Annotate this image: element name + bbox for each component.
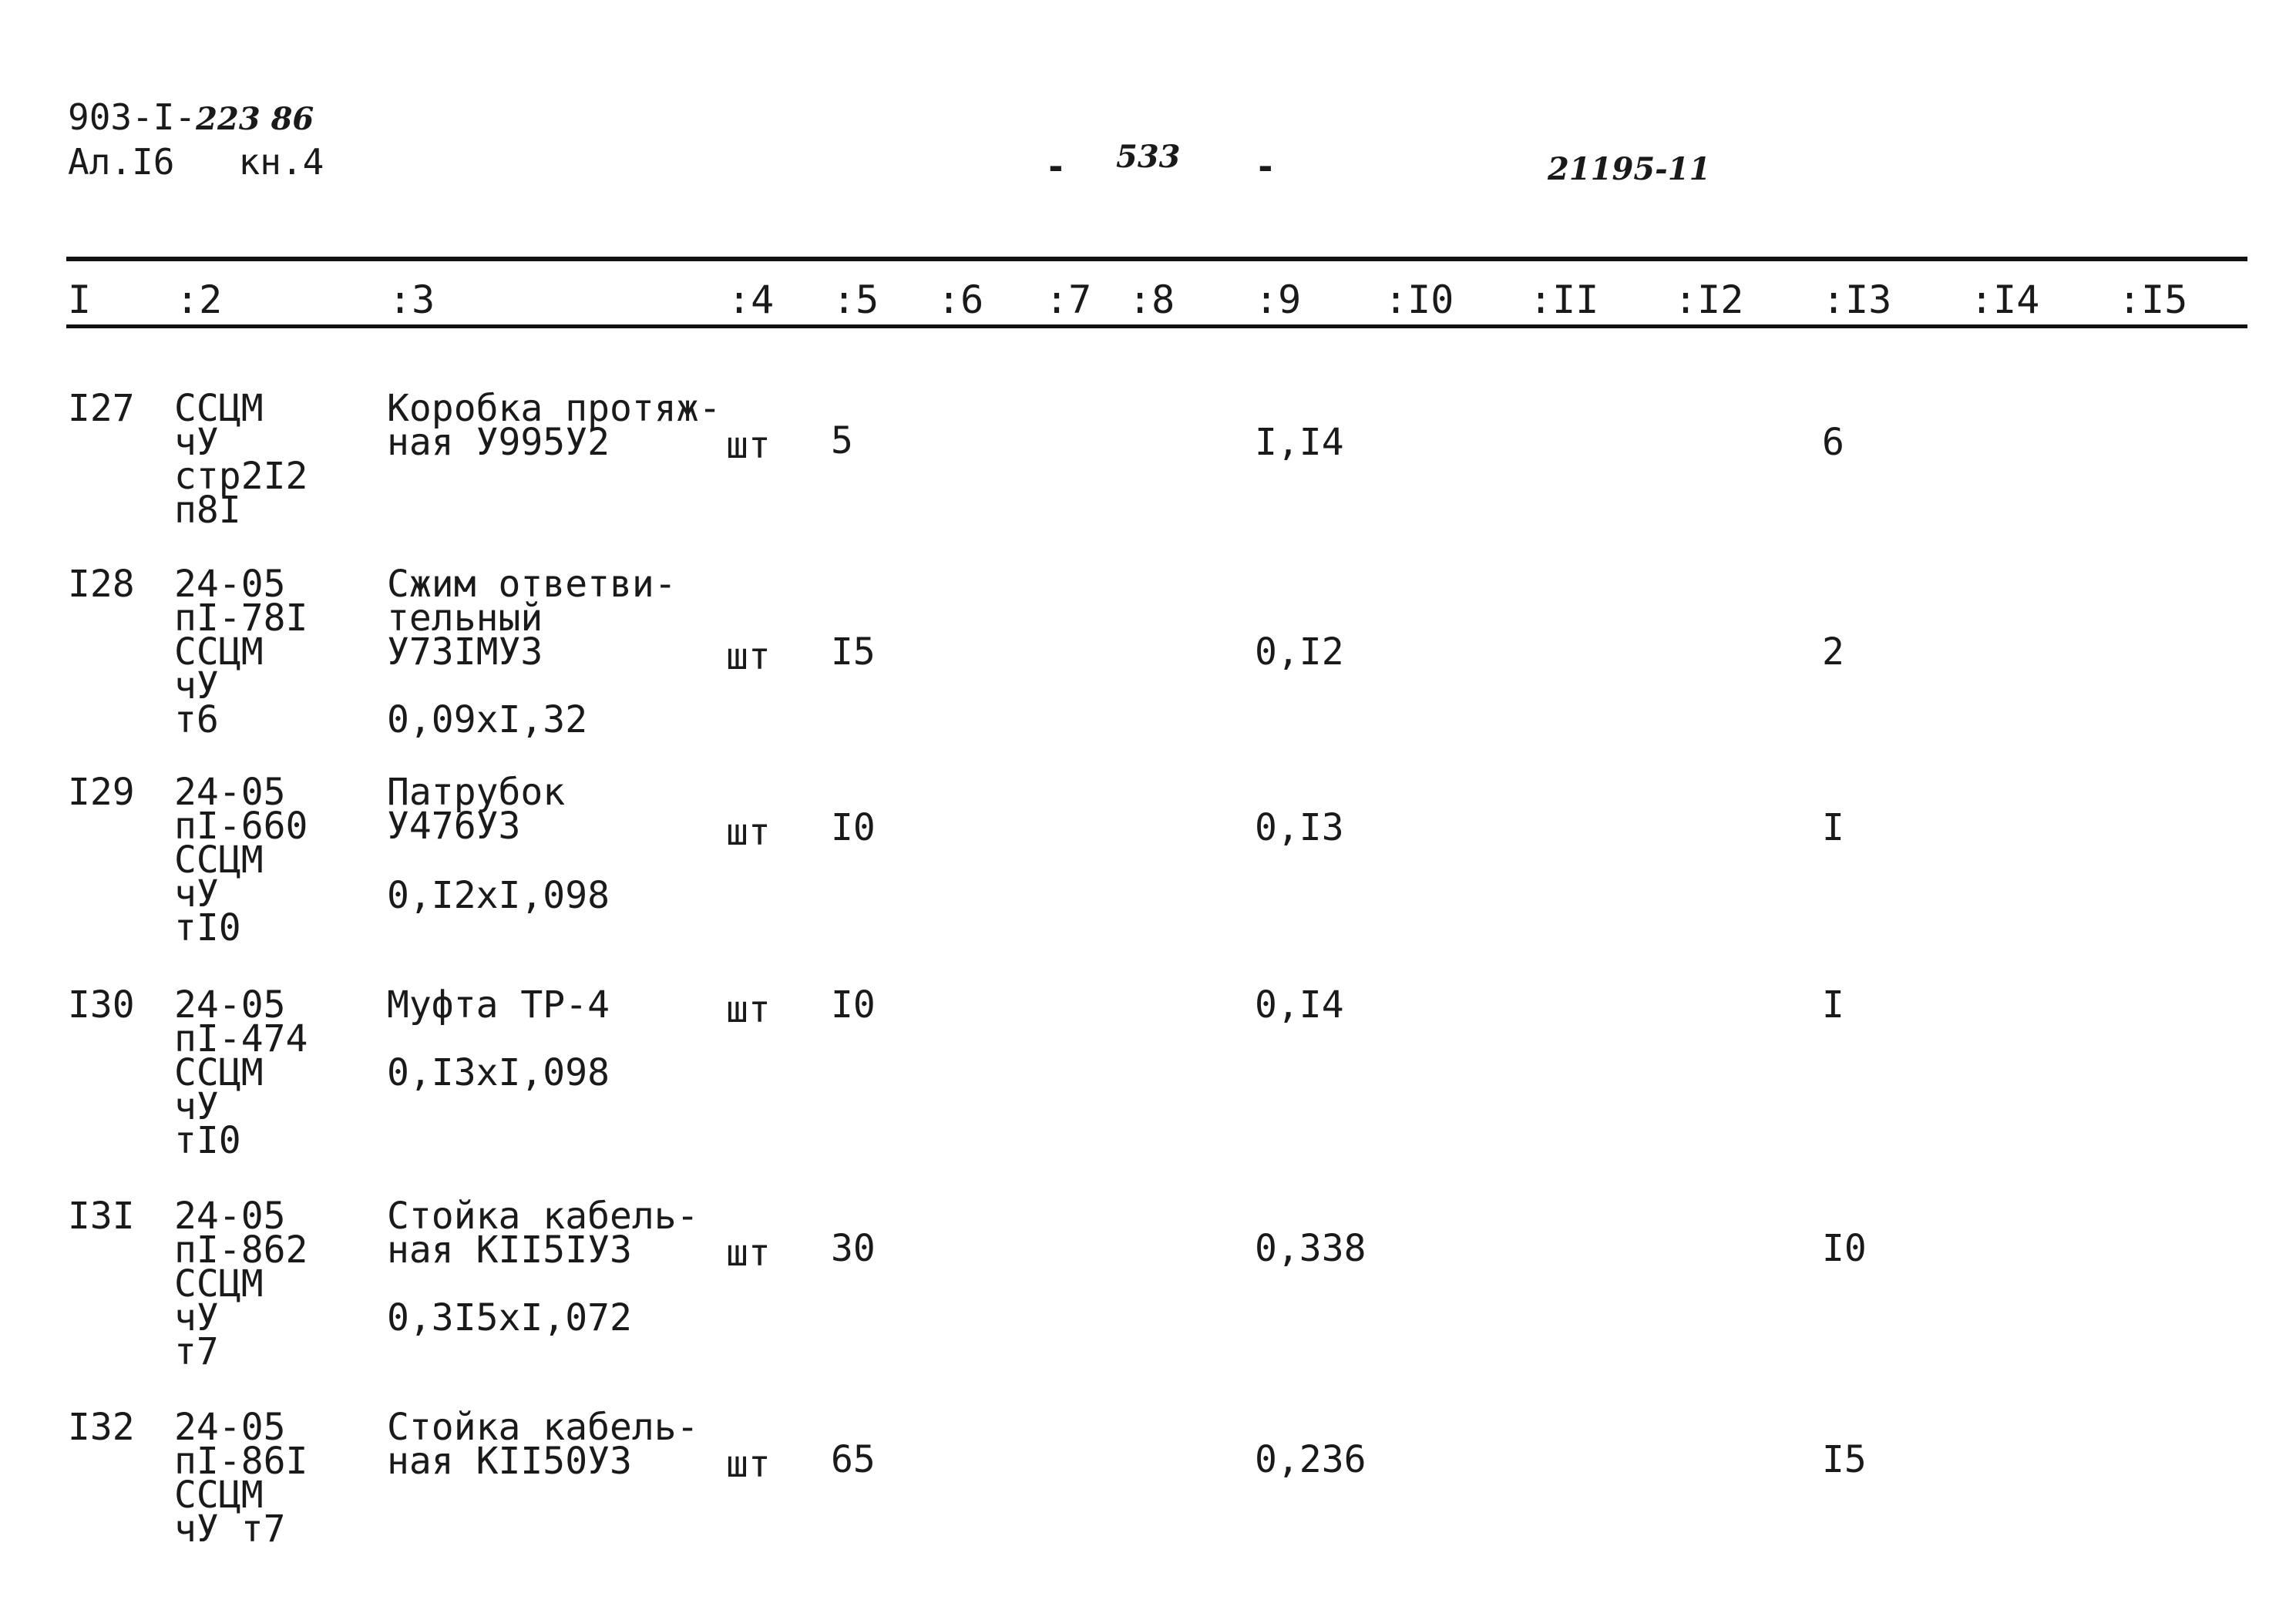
column-header-6: :6	[937, 277, 984, 322]
page-number: 533	[1116, 139, 1181, 175]
row-description: Стойка кабель- ная КII50У3	[387, 1406, 699, 1483]
row-weight: 0,I2	[1255, 630, 1344, 674]
row-quantity: I0	[831, 983, 876, 1027]
row-unit: шт	[726, 635, 771, 678]
row-column-13: 6	[1822, 421, 1844, 464]
dash-right: -	[1255, 146, 1276, 187]
row-number: I32	[68, 1406, 135, 1449]
column-header-1: I	[68, 277, 92, 322]
row-reference: 24-05 пI-86I ССЦМ чУ т7	[174, 1406, 308, 1551]
row-weight: 0,I3	[1255, 806, 1344, 849]
column-header-3: :3	[388, 277, 435, 322]
column-header-10: :I0	[1384, 277, 1454, 322]
row-weight: 0,236	[1255, 1438, 1367, 1481]
row-column-13: 2	[1822, 630, 1844, 674]
row-column-13: I0	[1822, 1227, 1867, 1270]
row-description: Стойка кабель- ная КII5IУ3	[387, 1195, 699, 1272]
row-unit: шт	[726, 1232, 771, 1275]
column-header-13: :I3	[1822, 277, 1892, 322]
row-reference: 24-05 пI-660 ССЦМ чУ тI0	[174, 771, 308, 949]
column-header-14: :I4	[1970, 277, 2040, 322]
row-number: I30	[68, 983, 135, 1027]
row-description: Коробка протяж- ная У995У2	[387, 387, 721, 464]
row-dimensions: 0,09хI,32	[387, 698, 588, 741]
column-header-11: :II	[1529, 277, 1599, 322]
column-header-8: :8	[1128, 277, 1175, 322]
row-dimensions: 0,3I5хI,072	[387, 1296, 632, 1339]
row-number: I27	[68, 387, 135, 430]
row-description: Сжим ответви- тельный У73IМУ3	[387, 563, 677, 674]
column-header-9: :9	[1255, 277, 1302, 322]
row-unit: шт	[726, 424, 771, 467]
column-header-15: :I5	[2118, 277, 2188, 322]
row-quantity: I0	[831, 806, 876, 849]
row-unit: шт	[726, 988, 771, 1031]
row-reference: 24-05 пI-862 ССЦМ чУ т7	[174, 1195, 308, 1373]
column-header-5: :5	[832, 277, 879, 322]
row-dimensions: 0,I3хI,098	[387, 1051, 610, 1094]
row-weight: 0,338	[1255, 1227, 1367, 1270]
column-header-4: :4	[728, 277, 775, 322]
dash-left: -	[1045, 146, 1067, 187]
row-unit: шт	[726, 811, 771, 854]
row-column-13: I	[1822, 806, 1844, 849]
row-reference: ССЦМ чУ стр2I2 п8I	[174, 387, 308, 532]
row-quantity: 5	[831, 419, 853, 462]
row-number: I28	[68, 563, 135, 606]
table-top-rule	[66, 257, 2247, 261]
table-header-rule	[66, 324, 2247, 328]
document-code-prefix: 903-I-	[68, 96, 197, 138]
column-header-12: :I2	[1674, 277, 1744, 322]
row-dimensions: 0,I2хI,098	[387, 874, 610, 917]
row-column-13: I	[1822, 983, 1844, 1027]
row-quantity: 65	[831, 1438, 876, 1481]
column-header-7: :7	[1045, 277, 1092, 322]
row-weight: 0,I4	[1255, 983, 1344, 1027]
album-book-label: Ал.I6 кн.4	[68, 141, 324, 183]
row-reference: 24-05 пI-474 ССЦМ чУ тI0	[174, 983, 308, 1162]
document-code	[68, 96, 314, 138]
row-quantity: 30	[831, 1227, 876, 1270]
row-number: I3I	[68, 1195, 135, 1238]
reference-number: 21195-11	[1548, 151, 1711, 187]
row-number: I29	[68, 771, 135, 814]
row-column-13: I5	[1822, 1438, 1867, 1481]
row-reference: 24-05 пI-78I ССЦМ чУ т6	[174, 563, 308, 741]
column-header-2: :2	[176, 277, 223, 322]
document-code-handwritten: 223 86	[196, 101, 314, 137]
row-unit: шт	[726, 1443, 771, 1486]
row-quantity: I5	[831, 630, 876, 674]
row-weight: I,I4	[1255, 421, 1344, 464]
row-description: Патрубок У476У3	[387, 771, 566, 848]
row-description: Муфта ТР-4	[387, 983, 610, 1027]
